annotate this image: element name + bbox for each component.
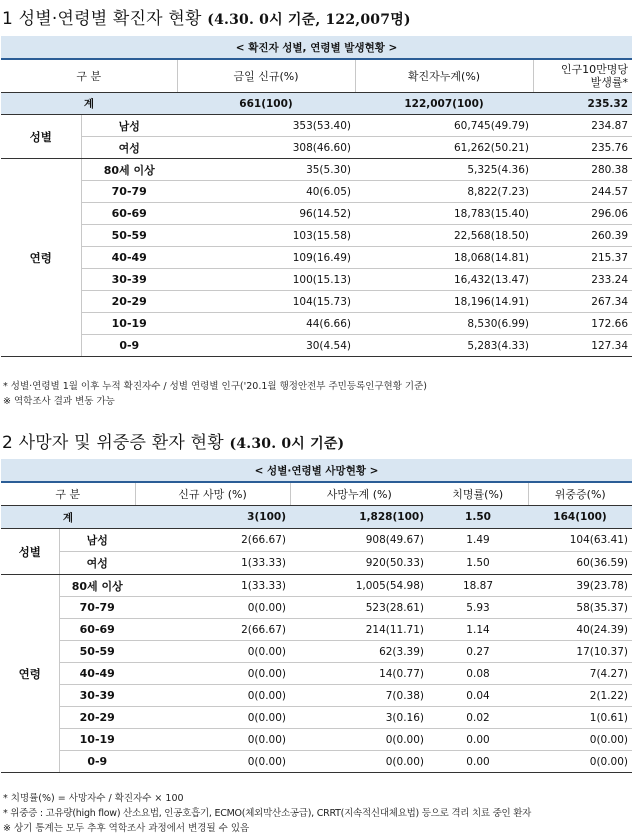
- section2-title-date: (4.30. 0시 기준): [229, 436, 345, 452]
- cell: 0(0.00): [135, 597, 290, 619]
- section2-title: [2, 428, 344, 453]
- cell: 5.93: [428, 597, 528, 619]
- cell: 164(100): [528, 506, 632, 529]
- cell: 39(23.78): [528, 575, 632, 597]
- table-row: [1, 663, 632, 685]
- row-label: 80세 이상: [81, 159, 177, 181]
- table2-note-1: * 치명률(%) = 사망자수 / 확진자수 × 100: [3, 793, 184, 804]
- col-rate-line2: 발생률*: [590, 76, 629, 89]
- cell: 104(15.73): [177, 291, 355, 313]
- deaths-table: [1, 459, 632, 773]
- cell: 3(0.16): [290, 707, 428, 729]
- table-row: [1, 269, 632, 291]
- row-label: 60-69: [81, 203, 177, 225]
- group-sex: 성별: [1, 529, 59, 575]
- cell: 109(16.49): [177, 247, 355, 269]
- cell: 0.00: [428, 751, 528, 773]
- cell: 60(36.59): [528, 552, 632, 575]
- cell: 0(0.00): [290, 729, 428, 751]
- cell: 1,828(100): [290, 506, 428, 529]
- cell: 0(0.00): [135, 751, 290, 773]
- table-row: [1, 552, 632, 575]
- row-label: 40-49: [59, 663, 135, 685]
- cell: 14(0.77): [290, 663, 428, 685]
- cell: 3(100): [135, 506, 290, 529]
- table-row: [1, 291, 632, 313]
- row-label: 80세 이상: [59, 575, 135, 597]
- col-category: 구 분: [1, 59, 177, 93]
- col-rate-line1: 인구10만명당: [560, 63, 629, 76]
- cell: 7(4.27): [528, 663, 632, 685]
- cell: 61,262(50.21): [355, 137, 533, 159]
- table-row: [1, 685, 632, 707]
- cell: 30(4.54): [177, 335, 355, 357]
- cell: 1.50: [428, 552, 528, 575]
- total-label: 계: [1, 506, 135, 529]
- cell: 1.14: [428, 619, 528, 641]
- cell: 18.87: [428, 575, 528, 597]
- cell: 0(0.00): [528, 751, 632, 773]
- table-row: [1, 597, 632, 619]
- cell: 214(11.71): [290, 619, 428, 641]
- cell: 60,745(49.79): [355, 115, 533, 137]
- cell: 5,283(4.33): [355, 335, 533, 357]
- col-critical: 위중증(%): [528, 482, 632, 506]
- row-label: 20-29: [81, 291, 177, 313]
- cell: 0(0.00): [528, 729, 632, 751]
- section1-title-text: 1 성별·연령별 확진자 현황: [2, 9, 202, 29]
- cell: 104(63.41): [528, 529, 632, 552]
- table-row: [1, 529, 632, 552]
- table-row-total: [1, 506, 632, 529]
- cell: 7(0.38): [290, 685, 428, 707]
- cell: 267.34: [533, 291, 632, 313]
- table-row: [1, 641, 632, 663]
- cell: 18,196(14.91): [355, 291, 533, 313]
- section1-title: [2, 4, 411, 29]
- cell: 2(1.22): [528, 685, 632, 707]
- row-label: 50-59: [81, 225, 177, 247]
- table-row-total: [1, 93, 632, 115]
- row-label: 50-59: [59, 641, 135, 663]
- table-row: [1, 159, 632, 181]
- cell: 2(66.67): [135, 619, 290, 641]
- group-age: 연령: [1, 159, 81, 357]
- cell: 22,568(18.50): [355, 225, 533, 247]
- cell: 1(33.33): [135, 552, 290, 575]
- cell: 280.38: [533, 159, 632, 181]
- section1-title-date: (4.30. 0시 기준, 122,007명): [207, 12, 411, 28]
- cell: 35(5.30): [177, 159, 355, 181]
- table-row: [1, 247, 632, 269]
- cell: 16,432(13.47): [355, 269, 533, 291]
- group-sex: 성별: [1, 115, 81, 159]
- cell: 0(0.00): [135, 707, 290, 729]
- table-row: [1, 313, 632, 335]
- cell: 17(10.37): [528, 641, 632, 663]
- table-row: [1, 137, 632, 159]
- row-label: 30-39: [81, 269, 177, 291]
- table2-note-2: * 위중증 : 고유량(high flow) 산소요법, 인공호흡기, ECMO(체외막산소공급), CRRT(지속적신대체요법) 등으로 격리 치료 중인 환자: [3, 808, 532, 819]
- cell: 103(15.58): [177, 225, 355, 247]
- cell: 100(15.13): [177, 269, 355, 291]
- table-row: [1, 751, 632, 773]
- cell: 1.49: [428, 529, 528, 552]
- confirmed-cases-table: [1, 36, 632, 357]
- row-label: 70-79: [59, 597, 135, 619]
- cell: 244.57: [533, 181, 632, 203]
- row-label: 0-9: [59, 751, 135, 773]
- cell: 0.00: [428, 729, 528, 751]
- cell: 18,783(15.40): [355, 203, 533, 225]
- row-label: 70-79: [81, 181, 177, 203]
- cell: 0(0.00): [135, 685, 290, 707]
- row-label: 30-39: [59, 685, 135, 707]
- cell: 0(0.00): [135, 663, 290, 685]
- col-new-deaths: 신규 사망 (%): [135, 482, 290, 506]
- table2-note-3: ※ 상기 통계는 모두 추후 역학조사 과정에서 변경될 수 있음: [3, 823, 250, 834]
- cell: 235.76: [533, 137, 632, 159]
- table-row: [1, 181, 632, 203]
- cell: 44(6.66): [177, 313, 355, 335]
- row-label: 여성: [81, 137, 177, 159]
- cell: 353(53.40): [177, 115, 355, 137]
- cell: 215.37: [533, 247, 632, 269]
- table2-header: < 성별·연령별 사망현황 >: [1, 459, 632, 482]
- cell: 122,007(100): [355, 93, 533, 115]
- col-rate: [533, 59, 632, 93]
- table-row: [1, 225, 632, 247]
- cell: 18,068(14.81): [355, 247, 533, 269]
- col-cumulative-deaths: 사망누계 (%): [290, 482, 428, 506]
- cell: 308(46.60): [177, 137, 355, 159]
- cell: 8,822(7.23): [355, 181, 533, 203]
- col-category: 구 분: [1, 482, 135, 506]
- row-label: 남성: [81, 115, 177, 137]
- table1-note-1: * 성별·연령별 1월 이후 누적 확진자수 / 성별 연령별 인구('20.1월 행정안전부 주민등록인구현황 기준): [3, 381, 427, 392]
- table-row: [1, 729, 632, 751]
- row-label: 60-69: [59, 619, 135, 641]
- cell: 260.39: [533, 225, 632, 247]
- cell: 0(0.00): [135, 729, 290, 751]
- group-age: 연령: [1, 575, 59, 773]
- row-label: 남성: [59, 529, 135, 552]
- cell: 0.27: [428, 641, 528, 663]
- cell: 0.04: [428, 685, 528, 707]
- cell: 40(6.05): [177, 181, 355, 203]
- cell: 127.34: [533, 335, 632, 357]
- cell: 0(0.00): [290, 751, 428, 773]
- table-row: [1, 575, 632, 597]
- cell: 40(24.39): [528, 619, 632, 641]
- table-row: [1, 619, 632, 641]
- cell: 172.66: [533, 313, 632, 335]
- col-fatality-rate: 치명률(%): [428, 482, 528, 506]
- cell: 233.24: [533, 269, 632, 291]
- cell: 58(35.37): [528, 597, 632, 619]
- cell: 96(14.52): [177, 203, 355, 225]
- cell: 1(33.33): [135, 575, 290, 597]
- cell: 296.06: [533, 203, 632, 225]
- total-label: 계: [1, 93, 177, 115]
- table-row: [1, 335, 632, 357]
- section2-title-text: 2 사망자 및 위중증 환자 현황: [2, 433, 224, 453]
- table-row: [1, 203, 632, 225]
- cell: 1.50: [428, 506, 528, 529]
- cell: 62(3.39): [290, 641, 428, 663]
- row-label: 0-9: [81, 335, 177, 357]
- cell: 523(28.61): [290, 597, 428, 619]
- cell: 0.08: [428, 663, 528, 685]
- table1-header: < 확진자 성별, 연령별 발생현황 >: [1, 36, 632, 59]
- cell: 661(100): [177, 93, 355, 115]
- col-new-today: 금일 신규(%): [177, 59, 355, 93]
- cell: 908(49.67): [290, 529, 428, 552]
- row-label: 10-19: [59, 729, 135, 751]
- row-label: 여성: [59, 552, 135, 575]
- row-label: 20-29: [59, 707, 135, 729]
- cell: 0(0.00): [135, 641, 290, 663]
- cell: 0.02: [428, 707, 528, 729]
- cell: 234.87: [533, 115, 632, 137]
- row-label: 40-49: [81, 247, 177, 269]
- table-row: [1, 707, 632, 729]
- cell: 1,005(54.98): [290, 575, 428, 597]
- cell: 5,325(4.36): [355, 159, 533, 181]
- table1-note-2: ※ 역학조사 결과 변동 가능: [3, 396, 115, 407]
- cell: 8,530(6.99): [355, 313, 533, 335]
- cell: 1(0.61): [528, 707, 632, 729]
- col-cumulative: 확진자누계(%): [355, 59, 533, 93]
- row-label: 10-19: [81, 313, 177, 335]
- cell: 920(50.33): [290, 552, 428, 575]
- cell: 235.32: [533, 93, 632, 115]
- cell: 2(66.67): [135, 529, 290, 552]
- table-row: [1, 115, 632, 137]
